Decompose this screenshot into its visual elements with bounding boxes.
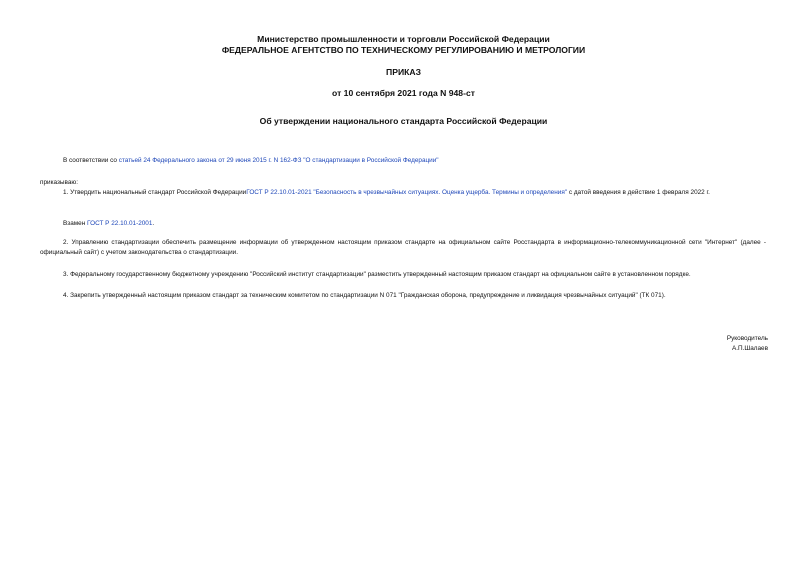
item-4-paragraph: 4. Закрепить утвержденный настоящим приказом стандарт за техническим комитетом по стандартизации N 071 "Гражданская оборона, предупреждение и ликвидация чрезвычайных ситуаций" (ТК 071). <box>63 292 666 299</box>
item-1-paragraph <box>40 188 766 198</box>
preamble-paragraph <box>63 156 763 166</box>
item-3-paragraph: 3. Федеральному государственному бюджетному учреждению "Российский институт стандартизации" разместить утвержденный настоящим приказом стандарт на официальном сайте в установленном порядке. <box>63 271 691 278</box>
gost-2001-link[interactable]: ГОСТ Р 22.10.01-2001 <box>87 220 153 227</box>
document-subject: Об утверждении национального стандарта Российской Федерации <box>259 116 548 126</box>
gost-2021-link[interactable]: ГОСТ Р 22.10.01-2021 "Безопасность в чрезвычайных ситуациях. Оценка ущерба. Термины и определения" <box>246 189 568 196</box>
document-date-number: от 10 сентября 2021 года N 948-ст <box>332 88 475 98</box>
order-word: приказываю: <box>40 179 78 186</box>
signer-name: А.П.Шалаев <box>731 345 768 352</box>
agency-name: ФЕДЕРАЛЬНОЕ АГЕНТСТВО ПО ТЕХНИЧЕСКОМУ РЕГУЛИРОВАНИЮ И МЕТРОЛОГИИ <box>221 45 586 55</box>
ministry-name: Министерство промышленности и торговли Российской Федерации <box>257 34 550 44</box>
item-1-suffix: с датой введения в действие 1 февраля 2022 г. <box>567 189 710 196</box>
document-type: ПРИКАЗ <box>386 67 421 77</box>
replacement-paragraph <box>63 219 763 229</box>
replacement-suffix: . <box>152 220 155 227</box>
item-1-prefix: 1. Утвердить национальный стандарт Российской Федерации <box>63 189 247 196</box>
preamble-prefix: В соответствии со <box>63 157 119 164</box>
signer-title: Руководитель <box>726 335 768 342</box>
replacement-prefix: Взамен <box>63 220 87 227</box>
federal-law-link[interactable]: статьей 24 Федерального закона от 29 июня 2015 г. N 162-ФЗ "О стандартизации в Российской Федерации" <box>118 157 439 164</box>
item-2-paragraph: 2. Управлению стандартизации обеспечить размещение информации об утвержденном настоящим приказом стандарте на официальном сайте Росстандарта в информационно-телекоммуникационной сети "Интернет" (далее - официальный сайт) с учетом законодательства о стандартизации. <box>40 239 766 256</box>
